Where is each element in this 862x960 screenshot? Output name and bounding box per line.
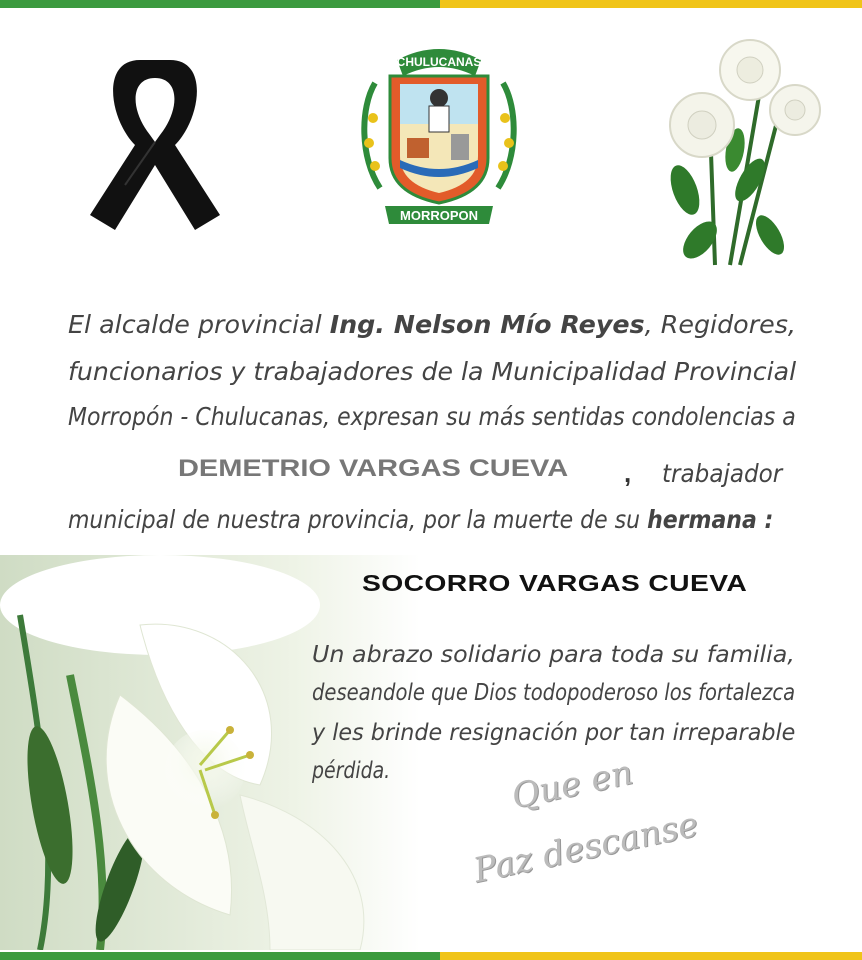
closing-line-1: Un abrazo solidario para toda su familia, xyxy=(312,642,795,668)
message-line-2: funcionarios y trabajadores de la Municipalidad Provincial xyxy=(68,357,797,386)
message-line-3: Morropón - Chulucanas, expresan su más sentidas condolencias a xyxy=(68,402,796,431)
top-border xyxy=(0,0,862,8)
municipal-emblem-logo xyxy=(355,38,523,224)
emblem-top-label: CHULUCANAS xyxy=(396,55,482,69)
comma: , xyxy=(624,458,632,488)
message-line-1: El alcalde provincial Ing. Nelson Mío Reyes, Regidores, xyxy=(68,310,796,339)
white-roses-image xyxy=(640,30,830,270)
message-line-4-tail: trabajador xyxy=(662,459,783,488)
message-line-5: municipal de nuestra provincia, por la muerte de su hermana : xyxy=(68,505,774,534)
mayor-name: Ing. Nelson Mío Reyes xyxy=(329,310,645,339)
closing-line-2: deseandole que Dios todopoderoso los fortalezca xyxy=(312,680,796,706)
rip-line-1: Que en xyxy=(508,752,637,818)
rip-line-2: Paz descanse xyxy=(470,804,702,892)
closing-line-4: pérdida. xyxy=(312,758,391,784)
emblem-bottom-label: MORROPON xyxy=(400,208,478,223)
mourning-ribbon-icon xyxy=(80,50,230,240)
deceased-name: SOCORRO VARGAS CUEVA xyxy=(362,570,748,596)
closing-line-3: y les brinde resignación por tan irreparable xyxy=(312,720,796,746)
white-lily-image xyxy=(0,555,420,950)
bottom-border xyxy=(0,952,862,960)
relation-word: hermana xyxy=(647,505,757,534)
worker-name: DEMETRIO VARGAS CUEVA xyxy=(178,455,569,482)
